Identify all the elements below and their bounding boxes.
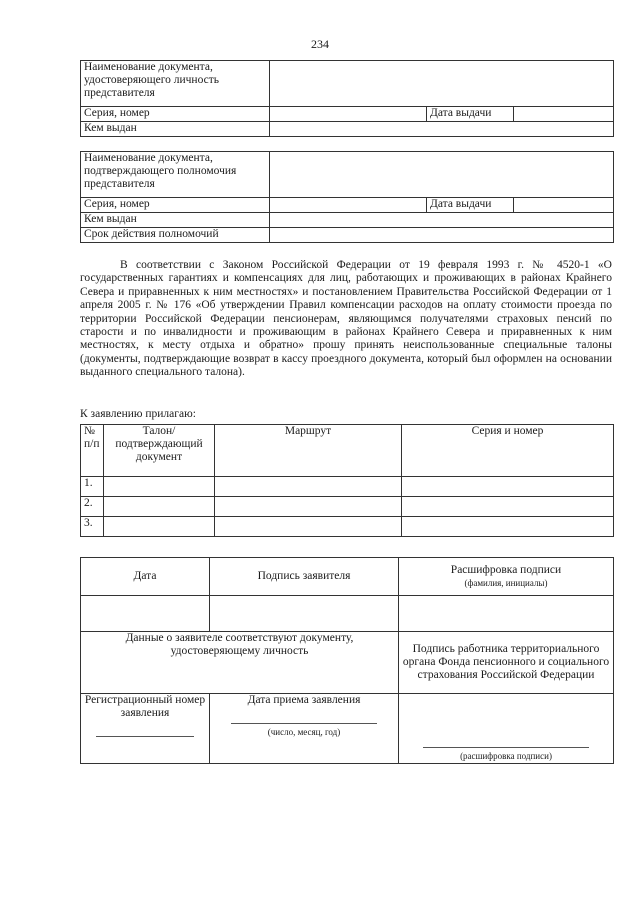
receipt-date-cell bbox=[210, 694, 399, 764]
col-series-header: Серия и номер bbox=[402, 425, 614, 477]
auth-series-field[interactable] bbox=[270, 198, 427, 213]
signature-table bbox=[80, 557, 614, 764]
auth-series-label: Серия, номер bbox=[81, 198, 270, 213]
row-num: 2. bbox=[81, 497, 104, 517]
receipt-date-hint: (число, месяц, год) bbox=[267, 727, 341, 737]
rep-issue-date-field[interactable] bbox=[514, 107, 614, 122]
col-ticket-header: Талон/ подтверждающий документ bbox=[104, 425, 215, 477]
signature-decode-hint: (фамилия, инициалы) bbox=[464, 577, 548, 588]
series-cell[interactable] bbox=[402, 477, 614, 497]
auth-issue-date-field[interactable] bbox=[514, 198, 614, 213]
applicant-signature-field[interactable] bbox=[210, 596, 399, 632]
route-cell[interactable] bbox=[215, 477, 402, 497]
ticket-cell[interactable] bbox=[104, 497, 215, 517]
receipt-date-line[interactable] bbox=[231, 723, 377, 724]
auth-validity-field[interactable] bbox=[270, 228, 614, 243]
employee-decode-hint: (расшифровка подписи) bbox=[460, 751, 552, 761]
date-label: Дата bbox=[81, 558, 210, 596]
auth-issued-by-field[interactable] bbox=[270, 213, 614, 228]
col-route-header: Маршрут bbox=[215, 425, 402, 477]
reg-number-line[interactable] bbox=[96, 736, 194, 737]
col-num-header: № п/п bbox=[81, 425, 104, 477]
series-cell[interactable] bbox=[402, 517, 614, 537]
ticket-cell[interactable] bbox=[104, 517, 215, 537]
rep-issued-by-label: Кем выдан bbox=[81, 122, 270, 137]
rep-series-field[interactable] bbox=[270, 107, 427, 122]
rep-issue-date-label: Дата выдачи bbox=[427, 107, 514, 122]
auth-validity-label: Срок действия полномочий bbox=[81, 228, 270, 243]
employee-signature-label: Подпись работника территориального органа Фонда пенсионного и социального страхования Российской Федерации bbox=[399, 632, 614, 694]
representative-identity-table bbox=[80, 60, 614, 137]
reg-number-label: Регистрационный номер заявления bbox=[84, 694, 206, 719]
route-cell[interactable] bbox=[215, 517, 402, 537]
rep-series-label: Серия, номер bbox=[81, 107, 270, 122]
route-cell[interactable] bbox=[215, 497, 402, 517]
signature-decode-cell bbox=[399, 558, 614, 596]
applicant-signature-label: Подпись заявителя bbox=[210, 558, 399, 596]
signature-decode-label: Расшифровка подписи bbox=[450, 563, 562, 576]
page-number: 234 bbox=[311, 37, 329, 51]
attachments-label: К заявлению прилагаю: bbox=[80, 408, 196, 420]
representative-authority-table bbox=[80, 151, 614, 243]
auth-doc-name-label: Наименование документа, подтверждающего полномочия представителя bbox=[81, 152, 270, 198]
auth-issue-date-label: Дата выдачи bbox=[427, 198, 514, 213]
reg-number-cell bbox=[81, 694, 210, 764]
attachments-table bbox=[80, 424, 614, 537]
data-match-label: Данные о заявителе соответствуют документу, удостоверяющему личность bbox=[81, 632, 399, 694]
employee-decode-line[interactable] bbox=[423, 747, 589, 748]
series-cell[interactable] bbox=[402, 497, 614, 517]
auth-doc-name-field[interactable] bbox=[270, 152, 614, 198]
rep-doc-name-field[interactable] bbox=[270, 61, 614, 107]
receipt-date-label: Дата приема заявления bbox=[247, 694, 361, 706]
signature-decode-field[interactable] bbox=[399, 596, 614, 632]
ticket-cell[interactable] bbox=[104, 477, 215, 497]
row-num: 3. bbox=[81, 517, 104, 537]
auth-issued-by-label: Кем выдан bbox=[81, 213, 270, 228]
rep-doc-name-label: Наименование документа, удостоверяющего личность представителя bbox=[81, 61, 270, 107]
rep-issued-by-field[interactable] bbox=[270, 122, 614, 137]
employee-decode-cell bbox=[399, 694, 614, 764]
request-paragraph: В соответствии с Законом Российской Федерации от 19 февраля 1993 г. № 4520-1 «О государственных гарантиях и компенсациях для лиц, работающих и проживающих в районах Крайнего Севера и приравненных к ним местностях» и постановлением Правительства Российской Федерации от 1 апреля 2005 г. № 176 «Об утверждении Правил компенсации расходов на оплату стоимости проезда по территории Российской Федерации пенсионерам, являющимся получателями страховых пенсий по старости и по инвалидности и проживающим в районах Крайнего Севера и приравненных к ним местностях, к месту отдыха и обратно» прошу принять неиспользованные специальные талоны (документы, подтверждающие возврат в кассу проездного документа, который был оформлен на основании выданного специального талона). bbox=[80, 259, 612, 379]
row-num: 1. bbox=[81, 477, 104, 497]
date-field[interactable] bbox=[81, 596, 210, 632]
